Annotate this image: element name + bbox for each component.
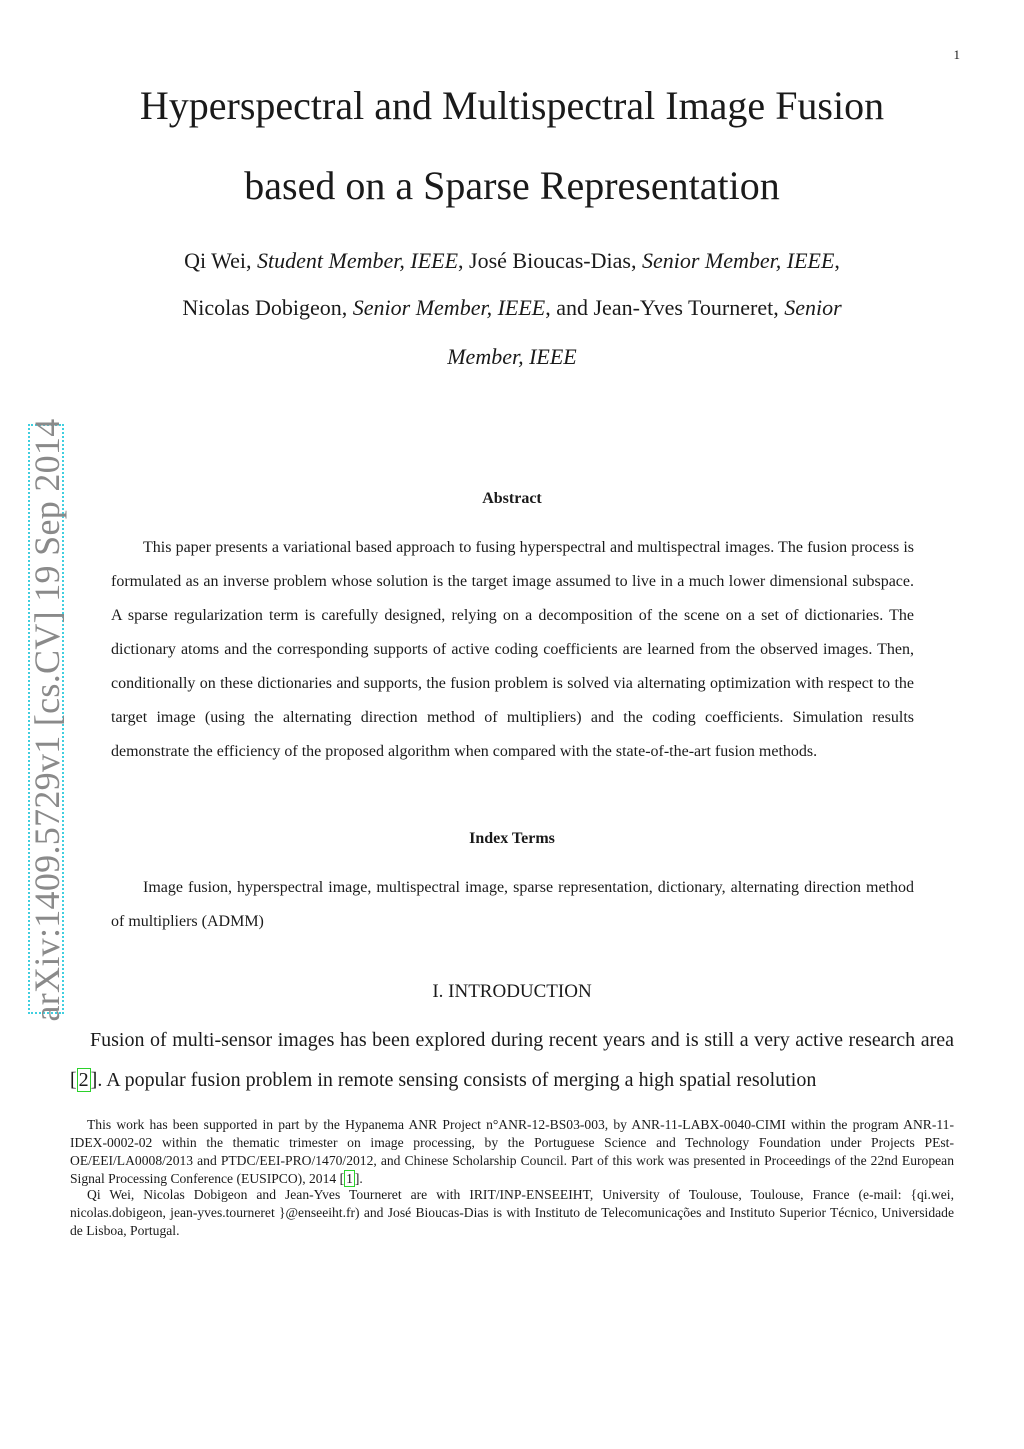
author-name: Qi Wei,	[184, 248, 258, 273]
page-number: 1	[953, 47, 960, 62]
intro-text: Fusion of multi-sensor images has been explored during recent years and is still a very active research area [	[70, 1029, 954, 1091]
author-line-1	[60, 250, 964, 272]
index-terms-heading: Index Terms	[469, 830, 555, 847]
author-name: , José Bioucas-Dias,	[458, 248, 642, 273]
author-name: Nicolas Dobigeon,	[182, 295, 353, 320]
index-terms-body: Image fusion, hyperspectral image, multispectral image, sparse representation, dictionary, alternating direction method of multipliers (ADMM)	[111, 879, 914, 930]
author-affiliation: Member, IEEE	[447, 344, 577, 369]
author-line-3	[60, 346, 964, 368]
footnote-affiliations: Qi Wei, Nicolas Dobigeon and Jean-Yves Tourneret are with IRIT/INP-ENSEEIHT, University of Toulouse, Toulouse, France (e-mail: {qi.wei, nicolas.dobigeon, jean-yves.tourneret }@enseeiht.fr) and José Bioucas-Dias is with Instituto de Telecomunicações and Instituto Superior Técnico, Universidade de Lisboa, Portugal.	[70, 1187, 954, 1238]
introduction-heading	[0, 981, 1024, 1003]
paper-title-line-2: based on a Sparse Representation	[244, 163, 780, 208]
author-affiliation: Senior	[784, 295, 842, 320]
footnote-text: ].	[354, 1171, 363, 1186]
author-affiliation: Student Member, IEEE	[257, 248, 459, 273]
abstract-heading: Abstract	[482, 490, 542, 507]
section-numeral: I.	[432, 981, 449, 1002]
section-title-initial: I	[448, 981, 455, 1002]
abstract-body: This paper presents a variational based approach to fusing hyperspectral and multispectral images. The fusion process is formulated as an inverse problem whose solution is the target image assumed to live in a much lower dimensional subspace. A sparse regularization term is carefully designed, relying on a decomposition of the scene on a set of dictionaries. The dictionary atoms and the corresponding supports of active coding coefficients are learned from the observed images. Then, conditionally on these dictionaries and supports, the fusion problem is solved via alternating optimization with respect to the target image (using the alternating direction method of multipliers) and the coding coefficients. Simulation results demonstrate the efficiency of the proposed algorithm when compared with the state-of-the-art fusion methods.	[111, 539, 914, 760]
arxiv-identifier: arXiv:1409.5729v1 [cs.CV] 19 Sep 2014	[27, 418, 67, 1022]
author-separator: ,	[834, 248, 840, 273]
footnote-text: This work has been supported in part by the Hypanema ANR Project n°ANR-12-BS03-003, by ANR-11-LABX-0040-CIMI within the program ANR-11-IDEX-0002-02 within the thematic trimester on image processing, by the Portuguese Science and Technology Foundation under Projects PEst-OE/EEI/LA0008/2013 and PTDC/EEI-PRO/1470/2012, and Chinese Scholarship Council. Part of this work was presented in Proceedings of the 22nd European Signal Processing Conference (EUSIPCO), 2014 [	[70, 1117, 954, 1186]
citation-link[interactable]: 2	[78, 1069, 89, 1091]
author-line-2	[60, 297, 964, 319]
author-name: , and Jean-Yves Tourneret,	[545, 295, 785, 320]
author-affiliation: Senior Member, IEEE	[352, 295, 546, 320]
footnote-funding	[70, 1116, 954, 1188]
section-title-rest: NTRODUCTION	[454, 981, 592, 1002]
introduction-body	[70, 1020, 954, 1100]
citation-link[interactable]: 1	[346, 1171, 353, 1186]
paper-title-line-1: Hyperspectral and Multispectral Image Fusion	[139, 83, 885, 128]
author-affiliation: Senior Member, IEEE	[641, 248, 835, 273]
intro-text: ]. A popular fusion problem in remote sensing consists of merging a high spatial resolution	[90, 1069, 817, 1091]
